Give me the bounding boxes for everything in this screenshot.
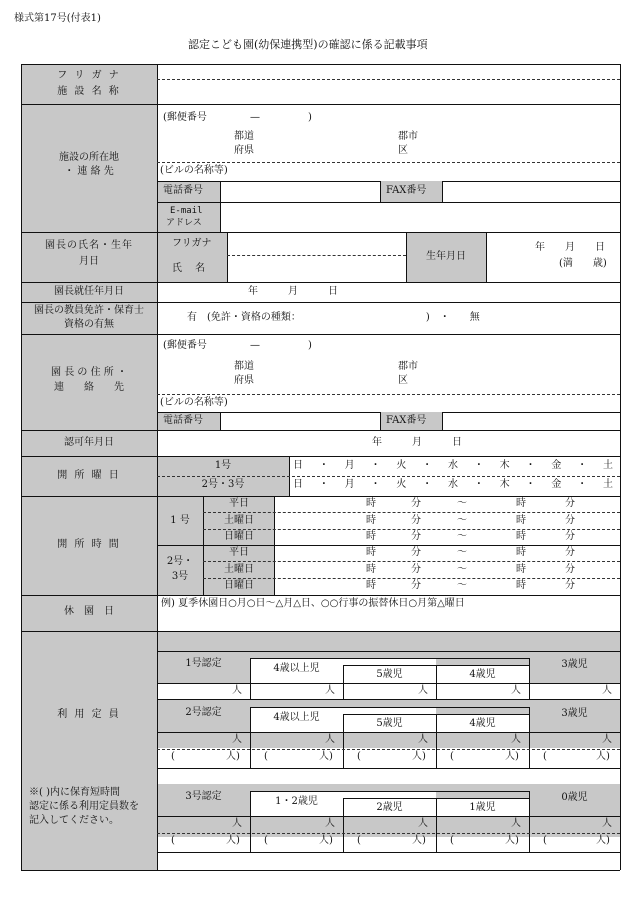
capacity-paren-open: ( — [171, 751, 175, 762]
email-label-1: E-mail — [170, 206, 203, 216]
day-月[interactable]: 月 — [344, 460, 355, 471]
capacity-paren-open: ( — [357, 751, 361, 762]
email-input[interactable] — [221, 203, 619, 231]
hours-time-cell[interactable]: 時 — [516, 514, 526, 526]
capacity-paren-open: ( — [264, 751, 268, 762]
director-todofuken-bottom: 府県 — [234, 375, 254, 386]
capacity-short-time-cell[interactable]: 人) — [226, 835, 240, 846]
hours-time-cell[interactable]: 時 — [366, 531, 376, 542]
capacity-paren-open: ( — [543, 835, 547, 846]
day-separator: ・ — [370, 479, 381, 490]
hours-time-cell[interactable]: 時 — [516, 547, 526, 558]
capacity-group-label: 2号認定 — [185, 707, 222, 718]
day-separator: ・ — [577, 479, 588, 490]
capacity-col-c: 4歳児 — [469, 669, 496, 680]
capacity-value-cell[interactable]: 人 — [602, 734, 612, 745]
hours-group2-label-1: 2号・ — [166, 556, 194, 567]
closed-days-example[interactable]: 例) 夏季休園日○月○日～△月△日、○○行事の振替休日○月第△曜日 — [161, 598, 465, 609]
capacity-col-b: 5歳児 — [376, 669, 403, 680]
capacity-value-cell[interactable]: 人 — [602, 685, 612, 696]
director-building-label: (ビルの名称等) — [160, 397, 228, 408]
hours-day-type: 平日 — [229, 498, 249, 509]
director-gunshi-top: 郡市 — [398, 361, 418, 372]
capacity-short-time-cell[interactable]: 人) — [596, 835, 610, 846]
capacity-short-time-cell[interactable]: 人) — [319, 751, 333, 762]
capacity-value-cell[interactable]: 人 — [325, 734, 335, 745]
director-address-label-1: 園 長 の 住 所 ・ — [51, 367, 127, 378]
capacity-value-cell[interactable]: 人 — [418, 685, 428, 696]
hours-day-type: 土曜日 — [224, 514, 254, 526]
capacity-value-cell[interactable]: 人 — [232, 734, 242, 745]
license-label-1: 園長の教員免許・保育士 — [34, 305, 144, 316]
capacity-col-c: 1歳児 — [469, 802, 496, 813]
day-separator: ・ — [422, 479, 433, 490]
hours-time-cell[interactable]: 時 — [366, 547, 376, 558]
capacity-value-cell[interactable]: 人 — [418, 734, 428, 745]
director-phone-label: 電話番号 — [163, 415, 203, 426]
email-label-2: アドレス — [166, 218, 202, 228]
birth-value: 年 月 日 — [535, 242, 605, 253]
day-separator: ・ — [318, 479, 329, 490]
day-日[interactable]: 日 — [293, 479, 303, 490]
hours-time-cell[interactable]: 分 — [565, 514, 575, 526]
fax-label: FAX番号 — [386, 185, 427, 196]
hours-time-cell[interactable]: 時 — [516, 563, 526, 575]
age-value: (満 歳) — [559, 258, 607, 269]
capacity-short-time-cell[interactable]: 人) — [505, 835, 519, 846]
capacity-value-cell[interactable]: 人 — [232, 818, 242, 829]
capacity-col-a: 1・2歳児 — [275, 796, 318, 807]
address-label-2: ・ 連 絡 先 — [64, 166, 114, 177]
open-days-row2-label: 2号・3号 — [201, 479, 245, 490]
fax-input[interactable] — [443, 182, 619, 202]
day-separator: ・ — [422, 460, 433, 471]
capacity-col-a: 4歳以上児 — [273, 712, 320, 723]
capacity-note-2: 認定に係る利用定員数を — [29, 801, 139, 812]
capacity-label: 利 用 定 員 — [57, 709, 121, 720]
director-fax-input[interactable] — [443, 413, 619, 429]
capacity-short-time-cell[interactable]: 人) — [412, 751, 426, 762]
day-separator: ・ — [318, 460, 329, 471]
hours-time-cell[interactable]: 時 — [366, 498, 376, 509]
director-address-label-2: 連 絡 先 — [54, 382, 124, 393]
hours-day-type: 平日 — [229, 547, 249, 558]
capacity-paren-open: ( — [543, 751, 547, 762]
appointment-value: 年 月 日 — [248, 286, 338, 297]
capacity-note-3: 記入してください。 — [29, 815, 119, 826]
license-label-2: 資格の有無 — [64, 319, 114, 330]
director-name-input[interactable] — [228, 256, 405, 281]
phone-input[interactable] — [221, 182, 379, 202]
facility-furigana-label: フ リ ガ ナ — [57, 70, 121, 81]
postal-dash: — — [250, 112, 260, 123]
capacity-paren-open: ( — [171, 835, 175, 846]
facility-name-label: 施 設 名 称 — [57, 86, 121, 97]
hours-time-cell[interactable]: 分 — [565, 547, 575, 558]
hours-time-cell[interactable]: 分 — [411, 531, 421, 542]
birth-label: 生年月日 — [426, 251, 466, 262]
day-木[interactable]: 木 — [499, 479, 510, 490]
hours-time-cell[interactable]: ～ — [457, 563, 467, 575]
capacity-col-d: 3歳児 — [561, 659, 588, 670]
capacity-value-cell[interactable]: 人 — [511, 685, 521, 696]
hours-time-cell[interactable]: 時 — [366, 514, 376, 526]
hours-time-cell[interactable]: 時 — [516, 498, 526, 509]
capacity-paren-open: ( — [264, 835, 268, 846]
director-fax-label: FAX番号 — [386, 415, 427, 426]
capacity-paren-open: ( — [357, 835, 361, 846]
postal-close: ) — [308, 112, 312, 123]
day-separator: ・ — [525, 460, 536, 471]
director-gunshi-bottom: 区 — [398, 375, 408, 386]
open-days-row2[interactable] — [290, 480, 620, 492]
hours-time-cell[interactable]: 分 — [565, 498, 575, 509]
capacity-group-label: 3号認定 — [185, 791, 222, 802]
day-separator: ・ — [370, 460, 381, 471]
capacity-short-time-cell[interactable]: 人) — [412, 835, 426, 846]
day-separator: ・ — [473, 460, 484, 471]
capacity-paren-open: ( — [450, 751, 454, 762]
hours-time-cell[interactable]: 分 — [411, 498, 421, 509]
gunshi-bottom: 区 — [398, 145, 408, 156]
day-日[interactable]: 日 — [293, 460, 303, 471]
day-土[interactable]: 土 — [603, 479, 613, 490]
director-postal-dash: — — [250, 340, 260, 351]
day-火[interactable]: 火 — [396, 460, 407, 471]
hours-time-cell[interactable]: ～ — [457, 580, 467, 591]
capacity-value-cell[interactable]: 人 — [511, 818, 521, 829]
capacity-short-time-cell[interactable]: 人) — [226, 751, 240, 762]
day-木[interactable]: 木 — [499, 460, 510, 471]
hours-time-cell[interactable]: ～ — [457, 514, 467, 526]
hours-time-cell[interactable]: 分 — [565, 563, 575, 575]
capacity-value-cell[interactable]: 人 — [232, 685, 242, 696]
closed-days-label: 休 園 日 — [64, 606, 114, 617]
day-水[interactable]: 水 — [448, 479, 458, 490]
day-separator: ・ — [525, 479, 536, 490]
capacity-value-cell[interactable]: 人 — [511, 734, 521, 745]
director-postal-label: (郵便番号 — [163, 340, 207, 351]
approval-value: 年 月 日 — [372, 437, 462, 448]
phone-label: 電話番号 — [163, 185, 203, 196]
day-火[interactable]: 火 — [396, 479, 407, 490]
capacity-value-cell[interactable]: 人 — [602, 818, 612, 829]
director-name-field-label: 氏 名 — [172, 263, 206, 274]
building-label: (ビルの名称等) — [160, 165, 228, 176]
capacity-short-time-cell[interactable]: 人) — [505, 751, 519, 762]
capacity-short-time-cell[interactable]: 人) — [319, 835, 333, 846]
hours-time-cell[interactable]: 時 — [366, 580, 376, 591]
open-hours-label: 開 所 時 間 — [57, 539, 121, 550]
capacity-group-label: 1号認定 — [185, 658, 222, 669]
todofuken-bottom: 府県 — [234, 145, 254, 156]
hours-time-cell[interactable]: 分 — [565, 531, 575, 542]
address-label-1: 施設の所在地 — [59, 152, 119, 163]
hours-time-cell[interactable]: 分 — [411, 547, 421, 558]
gunshi-top: 郡市 — [398, 131, 418, 142]
director-postal-close: ) — [308, 340, 312, 351]
day-金[interactable]: 金 — [551, 479, 562, 490]
postal-label: (郵便番号 — [163, 112, 207, 123]
hours-time-cell[interactable]: 時 — [516, 580, 526, 591]
hours-time-cell[interactable]: 分 — [565, 580, 575, 591]
hours-day-type: 土曜日 — [224, 563, 254, 575]
director-name-label-1: 園長の氏名・生年 — [45, 240, 133, 251]
day-金[interactable]: 金 — [551, 460, 562, 471]
form-number: 様式第17号(付表1) — [14, 13, 101, 24]
license-value: 有 (免許・資格の種類： ) ・ 無 — [187, 312, 480, 323]
open-days-row1[interactable] — [290, 461, 620, 473]
hours-time-cell[interactable]: ～ — [457, 547, 467, 558]
director-name-label-2: 月日 — [79, 256, 99, 267]
hours-day-type: 日曜日 — [224, 580, 254, 591]
open-days-row1-label: 1号 — [214, 460, 232, 471]
capacity-note-1: ※( )内に保育短時間 — [29, 787, 120, 798]
capacity-col-b: 5歳児 — [376, 718, 403, 729]
form-title: 認定こども園(幼保連携型)の確認に係る記載事項 — [188, 38, 428, 51]
capacity-col-d: 0歳児 — [561, 792, 588, 803]
hours-time-cell[interactable]: 時 — [366, 563, 376, 575]
capacity-short-time-cell[interactable]: 人) — [596, 751, 610, 762]
capacity-col-c: 4歳児 — [469, 718, 496, 729]
day-土[interactable]: 土 — [603, 460, 613, 471]
day-水[interactable]: 水 — [448, 460, 458, 471]
capacity-paren-open: ( — [450, 835, 454, 846]
capacity-value-cell[interactable]: 人 — [325, 818, 335, 829]
todofuken-top: 都道 — [234, 131, 254, 142]
director-todofuken-top: 都道 — [234, 361, 254, 372]
capacity-col-d: 3歳児 — [561, 708, 588, 719]
capacity-value-cell[interactable]: 人 — [325, 685, 335, 696]
hours-group2-label-2: 3号 — [171, 571, 189, 582]
hours-group1-label: 1 号 — [170, 515, 190, 526]
capacity-col-a: 4歳以上児 — [273, 663, 320, 674]
facility-name-input[interactable] — [158, 80, 619, 103]
hours-day-type: 日曜日 — [224, 531, 254, 542]
director-phone-input[interactable] — [221, 413, 379, 429]
capacity-col-b: 2歳児 — [376, 802, 403, 813]
appointment-label: 園長就任年月日 — [54, 286, 124, 297]
hours-time-cell[interactable]: ～ — [457, 498, 467, 509]
day-separator: ・ — [473, 479, 484, 490]
day-separator: ・ — [577, 460, 588, 471]
hours-time-cell[interactable]: 分 — [411, 514, 421, 526]
hours-time-cell[interactable]: 分 — [411, 580, 421, 591]
director-furigana-label: フリガナ — [172, 238, 212, 249]
approval-label: 認可年月日 — [64, 437, 114, 448]
day-月[interactable]: 月 — [344, 479, 355, 490]
capacity-value-cell[interactable]: 人 — [418, 818, 428, 829]
open-days-label: 開 所 曜 日 — [57, 470, 121, 481]
hours-time-cell[interactable]: ～ — [457, 531, 467, 542]
hours-time-cell[interactable]: 分 — [411, 563, 421, 575]
hours-time-cell[interactable]: 時 — [516, 531, 526, 542]
